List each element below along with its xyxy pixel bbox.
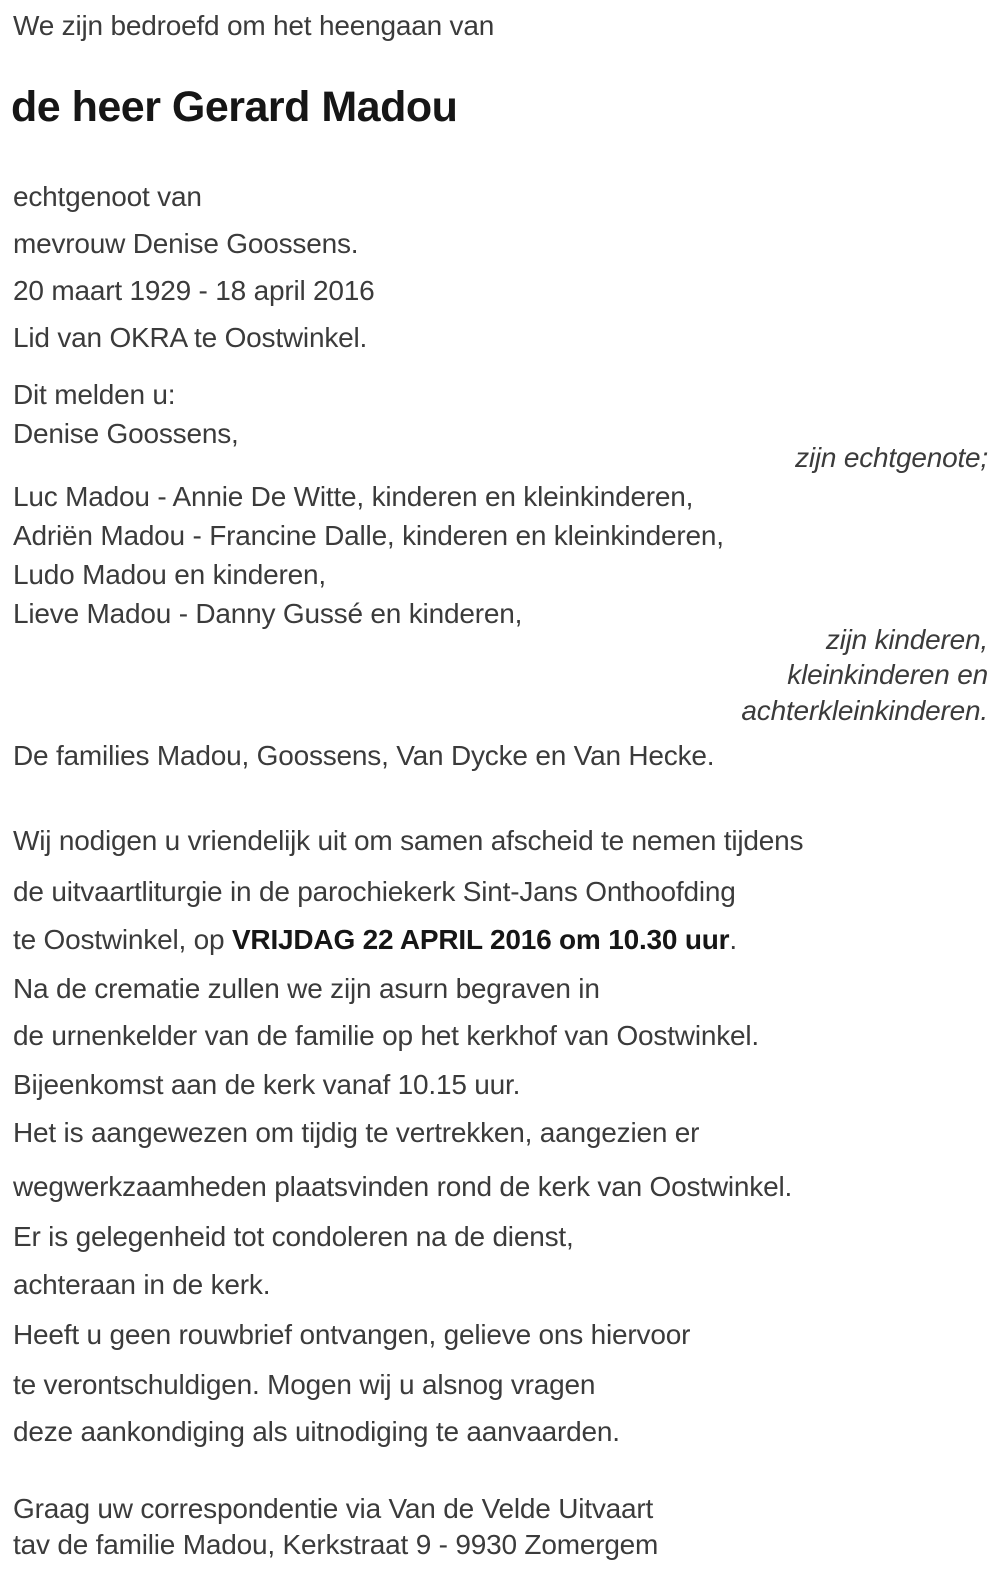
membership-line: Lid van OKRA te Oostwinkel.	[13, 322, 368, 353]
announcement-intro-line: Dit melden u:	[13, 379, 176, 410]
ceremony-date-pre: te Oostwinkel, op	[13, 924, 232, 955]
burial-line: Bijeenkomst aan de kerk vanaf 10.15 uur.	[13, 1069, 521, 1100]
child-line: Ludo Madou en kinderen,	[13, 559, 326, 590]
children-role-line: achterkleinkinderen.	[741, 695, 988, 726]
child-line: Luc Madou - Annie De Witte, kinderen en kleinkinderen,	[13, 481, 694, 512]
burial-line: achteraan in de kerk.	[13, 1269, 271, 1300]
ceremony-date-line	[13, 925, 737, 955]
ceremony-line: Wij nodigen u vriendelijk uit om samen afscheid te nemen tijdens	[13, 825, 804, 856]
burial-line: Er is gelegenheid tot condoleren na de dienst,	[13, 1221, 574, 1252]
children-role-line: zijn kinderen,	[825, 624, 988, 655]
child-line: Lieve Madou - Danny Gussé en kinderen,	[13, 598, 523, 629]
families-line: De families Madou, Goossens, Van Dycke en Van Hecke.	[13, 740, 715, 771]
burial-line: de urnenkelder van de familie op het kerkhof van Oostwinkel.	[13, 1020, 759, 1051]
ceremony-date-post: .	[729, 924, 737, 955]
intro-line: We zijn bedroefd om het heengaan van	[13, 10, 495, 41]
burial-line: deze aankondiging als uitnodiging te aanvaarden.	[13, 1416, 620, 1447]
relation-intro-line: echtgenoot van	[13, 181, 202, 212]
spouse-line: mevrouw Denise Goossens.	[13, 228, 359, 259]
burial-line: wegwerkzaamheden plaatsvinden rond de kerk van Oostwinkel.	[13, 1171, 793, 1202]
burial-line: Heeft u geen rouwbrief ontvangen, gelieve ons hiervoor	[13, 1319, 691, 1350]
deceased-name-heading: de heer Gerard Madou	[11, 83, 458, 131]
burial-line: te verontschuldigen. Mogen wij u alsnog vragen	[13, 1369, 596, 1400]
ceremony-date-bold: VRIJDAG 22 APRIL 2016 om 10.30 uur	[231, 924, 730, 955]
spouse-name-line: Denise Goossens,	[13, 418, 239, 449]
children-role-line: kleinkinderen en	[787, 659, 988, 690]
correspondence-line: Graag uw correspondentie via Van de Velde Uitvaart	[13, 1493, 654, 1524]
child-line: Adriën Madou - Francine Dalle, kinderen en kleinkinderen,	[13, 520, 724, 551]
burial-line: Na de crematie zullen we zijn asurn begraven in	[13, 973, 600, 1004]
correspondence-line: tav de familie Madou, Kerkstraat 9 - 9930 Zomergem	[13, 1529, 659, 1560]
life-dates-line: 20 maart 1929 - 18 april 2016	[13, 275, 375, 306]
spouse-role-line: zijn echtgenote;	[795, 442, 988, 473]
ceremony-line: de uitvaartliturgie in de parochiekerk Sint-Jans Onthoofding	[13, 876, 736, 907]
burial-line: Het is aangewezen om tijdig te vertrekken, aangezien er	[13, 1117, 700, 1148]
